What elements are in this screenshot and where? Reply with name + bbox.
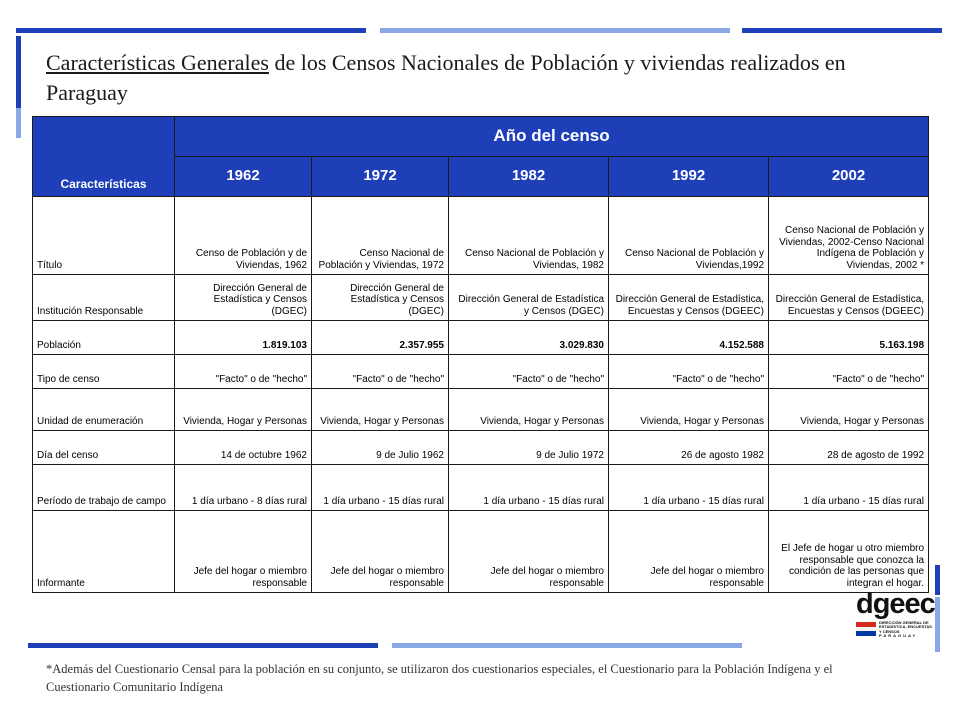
logo-subtitle <box>879 621 934 639</box>
table-cell: "Facto" o de "hecho" <box>312 355 449 389</box>
paraguay-flag-icon <box>856 622 876 636</box>
table-row <box>33 465 929 511</box>
logo-country: PARAGUAY <box>879 633 918 639</box>
table-cell: Censo Nacional de Población y Viviendas, 2002-Censo Nacional Indígena de Población y Viviendas, 2002 * <box>769 197 929 275</box>
row-label: Informante <box>33 511 175 593</box>
table-cell: Dirección General de Estadística y Censos (DGEC) <box>449 275 609 321</box>
table-row <box>33 511 929 593</box>
table-cell: 5.163.198 <box>769 321 929 355</box>
table-cell: 1 día urbano - 15 días rural <box>312 465 449 511</box>
bottom-rule-light <box>392 643 742 648</box>
year-header-1992: 1992 <box>609 157 769 197</box>
table-row <box>33 197 929 275</box>
table-cell: "Facto" o de "hecho" <box>609 355 769 389</box>
table-cell: 3.029.830 <box>449 321 609 355</box>
row-label: Tipo de censo <box>33 355 175 389</box>
right-rule-dark <box>935 565 940 595</box>
logo-wordmark: dgeec <box>856 588 935 620</box>
page-title-rest: de los Censos Nacionales de Población y viviendas realizados en Paraguay <box>46 50 846 105</box>
table-row <box>33 431 929 465</box>
row-label: Día del censo <box>33 431 175 465</box>
table-cell: Censo Nacional de Población y Viviendas,1992 <box>609 197 769 275</box>
table-body <box>33 197 929 593</box>
table-cell: Censo Nacional de Población y Viviendas, 1982 <box>449 197 609 275</box>
left-rule-dark <box>16 36 21 108</box>
table-cell: Vivienda, Hogar y Personas <box>175 389 312 431</box>
bottom-rule-dark <box>28 643 378 648</box>
row-label: Unidad de enumeración <box>33 389 175 431</box>
table-cell: Censo de Población y de Viviendas, 1962 <box>175 197 312 275</box>
table-cell: 9 de Julio 1962 <box>312 431 449 465</box>
table-cell: 28 de agosto de 1992 <box>769 431 929 465</box>
table-cell: Vivienda, Hogar y Personas <box>312 389 449 431</box>
table-cell: Vivienda, Hogar y Personas <box>609 389 769 431</box>
table-cell: 9 de Julio 1972 <box>449 431 609 465</box>
table-cell: 1 día urbano - 8 días rural <box>175 465 312 511</box>
table-cell: Jefe del hogar o miembro responsable <box>609 511 769 593</box>
row-label: Población <box>33 321 175 355</box>
table-row <box>33 389 929 431</box>
table-cell: Jefe del hogar o miembro responsable <box>449 511 609 593</box>
row-label: Institución Responsable <box>33 275 175 321</box>
table-cell: Vivienda, Hogar y Personas <box>769 389 929 431</box>
top-rule-light <box>380 28 730 33</box>
table-row <box>33 321 929 355</box>
page-title-underlined: Características Generales <box>46 50 269 75</box>
table-cell: Dirección General de Estadística y Censos (DGEC) <box>175 275 312 321</box>
logo-subtitle-text: DIRECCIÓN GENERAL DE ESTADÍSTICA, ENCUESTAS Y CENSOS <box>879 620 932 634</box>
table-cell: "Facto" o de "hecho" <box>449 355 609 389</box>
table-cell: Dirección General de Estadística y Censos (DGEC) <box>312 275 449 321</box>
table-row <box>33 275 929 321</box>
dgeec-logo <box>852 588 935 640</box>
table-cell: 1 día urbano - 15 días rural <box>609 465 769 511</box>
table-cell: 4.152.588 <box>609 321 769 355</box>
table-cell: 1.819.103 <box>175 321 312 355</box>
table-row <box>33 355 929 389</box>
table-cell: Vivienda, Hogar y Personas <box>449 389 609 431</box>
census-characteristics-table <box>32 116 929 593</box>
table-cell: "Facto" o de "hecho" <box>175 355 312 389</box>
page-title <box>46 48 926 108</box>
flag-stripe <box>856 631 876 636</box>
footnote: *Además del Cuestionario Censal para la población en su conjunto, se utilizaron dos cuestionarios especiales, el Cuestionario para la Población Indígena y el Cuestionario Comunitario Indígena <box>46 662 833 694</box>
table-cell: 1 día urbano - 15 días rural <box>449 465 609 511</box>
table-cell: 2.357.955 <box>312 321 449 355</box>
table-cell: 1 día urbano - 15 días rural <box>769 465 929 511</box>
census-year-header: Año del censo <box>175 117 929 157</box>
year-header-1972: 1972 <box>312 157 449 197</box>
year-header-1962: 1962 <box>175 157 312 197</box>
table-cell: Jefe del hogar o miembro responsable <box>312 511 449 593</box>
table-cell: Dirección General de Estadística, Encuestas y Censos (DGEEC) <box>769 275 929 321</box>
table-cell: Censo Nacional de Población y Viviendas, 1972 <box>312 197 449 275</box>
left-rule-light <box>16 108 21 138</box>
right-rule-light <box>935 597 940 652</box>
year-header-2002: 2002 <box>769 157 929 197</box>
characteristics-header: Características <box>33 117 175 197</box>
table-cell: 14 de octubre 1962 <box>175 431 312 465</box>
row-label: Período de trabajo de campo <box>33 465 175 511</box>
row-label: Título <box>33 197 175 275</box>
top-rule-dark <box>16 28 366 33</box>
year-header-1982: 1982 <box>449 157 609 197</box>
table-cell: 26 de agosto 1982 <box>609 431 769 465</box>
table-cell: "Facto" o de "hecho" <box>769 355 929 389</box>
table-cell: Dirección General de Estadística, Encuestas y Censos (DGEEC) <box>609 275 769 321</box>
table-cell: El Jefe de hogar u otro miembro responsable que conozca la condición de las personas que integran el hogar. <box>769 511 929 593</box>
top-rule-dark-right <box>742 28 942 33</box>
table-cell: Jefe del hogar o miembro responsable <box>175 511 312 593</box>
